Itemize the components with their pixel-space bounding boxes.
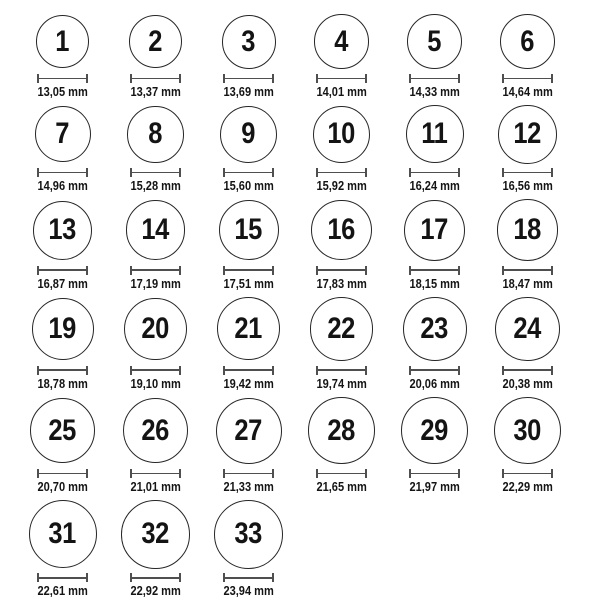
dimension-tick-right-icon [86, 168, 88, 177]
diameter-dimension-line [316, 168, 367, 177]
ring-size-row [16, 13, 600, 99]
dimension-bar [37, 577, 88, 579]
ring-circle [407, 14, 462, 69]
ring-circle [214, 500, 283, 569]
dimension-tick-right-icon [272, 168, 274, 177]
dimension-bar [502, 172, 553, 174]
ring-circle [314, 14, 369, 69]
ring-size-cell [295, 396, 388, 494]
ring-size-cell [295, 296, 388, 391]
dimension-bar [502, 78, 553, 80]
ring-size-number: 16 [327, 213, 356, 247]
ring-circle-area [313, 104, 371, 164]
diameter-dimension-line [130, 168, 181, 177]
diameter-dimension-line [409, 469, 460, 478]
diameter-dimension-line [37, 266, 88, 275]
diameter-label: 19,10 mm [130, 375, 181, 391]
diameter-dimension-line [223, 74, 274, 83]
diameter-dimension-line [409, 168, 460, 177]
ring-size-number: 21 [234, 311, 263, 345]
ring-size-row [16, 296, 600, 391]
diameter-dimension-line [37, 168, 88, 177]
ring-circle-area [127, 104, 184, 164]
ring-circle [217, 297, 280, 360]
dimension-bar [37, 269, 88, 271]
dimension-bar [37, 473, 88, 475]
diameter-dimension-line [223, 573, 274, 582]
dimension-bar [130, 577, 181, 579]
dimension-bar [409, 369, 460, 371]
diameter-label: 19,42 mm [223, 375, 274, 391]
ring-circle-area [33, 199, 92, 262]
diameter-label: 22,61 mm [37, 583, 88, 599]
ring-size-cell [16, 13, 109, 99]
dimension-bar [223, 369, 274, 371]
ring-size-cell [295, 199, 388, 291]
ring-circle-area [217, 296, 280, 362]
ring-size-row [16, 199, 600, 291]
diameter-label: 16,24 mm [409, 178, 460, 194]
ring-size-number: 27 [234, 413, 263, 447]
dimension-bar [409, 269, 460, 271]
ring-size-number: 31 [48, 517, 77, 551]
ring-circle-area [32, 296, 94, 362]
ring-size-cell [109, 104, 202, 193]
dimension-bar [37, 78, 88, 80]
ring-size-number: 15 [234, 213, 263, 247]
dimension-tick-right-icon [179, 573, 181, 582]
ring-circle-area [308, 396, 375, 465]
diameter-label: 14,64 mm [502, 84, 553, 99]
ring-size-number: 17 [420, 213, 449, 247]
dimension-tick-right-icon [272, 469, 274, 478]
ring-size-cell [109, 396, 202, 494]
diameter-dimension-line [130, 366, 181, 375]
ring-size-number: 4 [334, 24, 349, 58]
diameter-dimension-line [502, 168, 553, 177]
dimension-bar [130, 172, 181, 174]
diameter-dimension-line [37, 74, 88, 83]
diameter-label: 15,28 mm [130, 178, 181, 194]
ring-size-cell [388, 199, 481, 291]
diameter-label: 17,19 mm [130, 275, 181, 291]
ring-size-cell [16, 199, 109, 291]
ring-size-number: 9 [241, 117, 256, 151]
ring-circle-area [401, 396, 468, 465]
diameter-dimension-line [37, 366, 88, 375]
ring-size-cell [388, 104, 481, 193]
ring-circle-area [124, 296, 187, 362]
ring-size-cell [388, 296, 481, 391]
diameter-label: 23,94 mm [223, 583, 274, 599]
ring-circle [494, 397, 562, 465]
ring-circle-area [497, 199, 559, 262]
dimension-bar [130, 369, 181, 371]
ring-circle [403, 297, 467, 361]
dimension-tick-right-icon [551, 366, 553, 375]
diameter-label: 13,05 mm [37, 84, 88, 99]
ring-size-number: 3 [241, 24, 256, 58]
ring-circle-area [126, 199, 186, 262]
dimension-tick-right-icon [458, 366, 460, 375]
ring-size-cell [481, 13, 574, 99]
dimension-bar [502, 369, 553, 371]
ring-size-number: 14 [141, 213, 170, 247]
dimension-tick-right-icon [551, 168, 553, 177]
ring-circle-area [121, 499, 190, 569]
ring-circle [220, 106, 277, 163]
ring-circle [32, 298, 94, 360]
ring-size-number: 8 [148, 117, 163, 151]
ring-size-cell [109, 199, 202, 291]
diameter-label: 14,33 mm [409, 84, 460, 99]
dimension-tick-right-icon [179, 469, 181, 478]
diameter-dimension-line [130, 74, 181, 83]
ring-size-cell [388, 396, 481, 494]
diameter-dimension-line [316, 266, 367, 275]
ring-size-number: 2 [148, 24, 163, 58]
diameter-label: 16,56 mm [502, 178, 553, 194]
diameter-label: 18,47 mm [502, 275, 553, 291]
diameter-label: 22,29 mm [502, 479, 553, 495]
diameter-label: 15,60 mm [223, 178, 274, 194]
ring-size-number: 28 [327, 413, 356, 447]
ring-circle [222, 15, 276, 69]
ring-circle-area [404, 199, 465, 262]
ring-size-cell [481, 396, 574, 494]
ring-size-cell [202, 13, 295, 99]
ring-circle [127, 106, 184, 163]
diameter-dimension-line [316, 469, 367, 478]
dimension-tick-right-icon [86, 366, 88, 375]
dimension-tick-right-icon [179, 366, 181, 375]
dimension-bar [409, 473, 460, 475]
diameter-dimension-line [37, 469, 88, 478]
dimension-tick-right-icon [179, 74, 181, 83]
dimension-tick-right-icon [272, 573, 274, 582]
dimension-bar [316, 78, 367, 80]
dimension-bar [409, 78, 460, 80]
ring-size-cell [16, 296, 109, 391]
ring-circle-area [216, 396, 282, 465]
ring-circle-area [30, 396, 95, 465]
dimension-tick-right-icon [272, 266, 274, 275]
ring-size-cell [202, 396, 295, 494]
dimension-bar [502, 473, 553, 475]
dimension-bar [409, 172, 460, 174]
dimension-tick-right-icon [458, 469, 460, 478]
diameter-label: 13,69 mm [223, 84, 274, 99]
dimension-bar [316, 473, 367, 475]
diameter-label: 18,78 mm [37, 375, 88, 391]
dimension-bar [130, 78, 181, 80]
diameter-label: 20,70 mm [37, 479, 88, 495]
ring-size-number: 5 [427, 24, 442, 58]
ring-circle [401, 397, 468, 464]
ring-circle [36, 15, 89, 68]
diameter-label: 18,15 mm [409, 275, 460, 291]
ring-circle-area [494, 396, 562, 465]
ring-circle-area [129, 13, 183, 70]
dimension-bar [223, 473, 274, 475]
ring-circle [121, 500, 190, 569]
dimension-tick-right-icon [365, 366, 367, 375]
ring-size-cell [109, 13, 202, 99]
diameter-label: 21,01 mm [130, 479, 181, 495]
diameter-label: 14,96 mm [37, 178, 88, 194]
ring-size-number: 29 [420, 413, 449, 447]
ring-circle [216, 398, 282, 464]
ring-circle [310, 297, 374, 361]
ring-circle-area [220, 104, 277, 164]
ring-size-cell [481, 199, 574, 291]
dimension-bar [130, 473, 181, 475]
diameter-label: 21,97 mm [409, 479, 460, 495]
ring-size-cell [481, 104, 574, 193]
dimension-tick-right-icon [365, 74, 367, 83]
ring-circle-area [36, 13, 89, 70]
diameter-dimension-line [37, 573, 88, 582]
ring-circle-area [314, 13, 369, 70]
diameter-dimension-line [409, 366, 460, 375]
dimension-tick-right-icon [86, 266, 88, 275]
ring-size-number: 12 [513, 117, 542, 151]
ring-size-number: 13 [48, 213, 77, 247]
ring-size-number: 22 [327, 311, 356, 345]
ring-size-cell [109, 499, 202, 598]
ring-circle [30, 398, 95, 463]
diameter-label: 16,87 mm [37, 275, 88, 291]
dimension-tick-right-icon [272, 74, 274, 83]
ring-circle-area [35, 104, 91, 164]
ring-circle [500, 14, 556, 70]
diameter-dimension-line [223, 469, 274, 478]
ring-circle [308, 397, 375, 464]
ring-circle [35, 106, 91, 162]
ring-circle [29, 500, 97, 568]
ring-circle [404, 200, 465, 261]
ring-circle-area [500, 13, 556, 70]
ring-circle-area [222, 13, 276, 70]
ring-size-number: 25 [48, 413, 77, 447]
diameter-dimension-line [130, 573, 181, 582]
ring-circle-area [406, 104, 464, 164]
ring-size-number: 18 [513, 213, 542, 247]
ring-size-number: 10 [327, 117, 356, 151]
ring-size-cell [202, 104, 295, 193]
ring-size-number: 1 [55, 24, 70, 58]
diameter-dimension-line [316, 74, 367, 83]
diameter-dimension-line [502, 74, 553, 83]
diameter-label: 17,51 mm [223, 275, 274, 291]
ring-size-cell [202, 499, 295, 598]
diameter-dimension-line [409, 74, 460, 83]
ring-size-number: 23 [420, 311, 449, 345]
ring-size-number: 19 [48, 311, 77, 345]
dimension-bar [37, 172, 88, 174]
ring-size-number: 30 [513, 413, 542, 447]
ring-circle-area [29, 499, 97, 569]
diameter-label: 19,74 mm [316, 375, 367, 391]
dimension-tick-right-icon [86, 469, 88, 478]
dimension-tick-right-icon [272, 366, 274, 375]
diameter-dimension-line [223, 366, 274, 375]
ring-size-number: 7 [55, 117, 70, 151]
dimension-bar [316, 369, 367, 371]
diameter-dimension-line [223, 168, 274, 177]
diameter-dimension-line [130, 266, 181, 275]
ring-circle-area [498, 104, 557, 164]
ring-size-cell [388, 13, 481, 99]
ring-size-cell [295, 104, 388, 193]
dimension-bar [37, 369, 88, 371]
ring-circle [311, 200, 372, 261]
dimension-bar [223, 78, 274, 80]
ring-circle [498, 105, 557, 164]
ring-circle-area [123, 396, 189, 465]
ring-size-row [16, 499, 600, 598]
diameter-dimension-line [223, 266, 274, 275]
ring-size-number: 33 [234, 517, 263, 551]
ring-size-cell [16, 499, 109, 598]
ring-circle [126, 200, 186, 260]
ring-size-row [16, 104, 600, 193]
diameter-dimension-line [502, 266, 553, 275]
dimension-tick-right-icon [86, 74, 88, 83]
ring-size-cell [16, 396, 109, 494]
ring-circle-area [310, 296, 374, 362]
diameter-label: 15,92 mm [316, 178, 367, 194]
diameter-label: 21,33 mm [223, 479, 274, 495]
dimension-tick-right-icon [458, 266, 460, 275]
dimension-tick-right-icon [551, 74, 553, 83]
ring-circle [129, 15, 183, 69]
dimension-tick-right-icon [86, 573, 88, 582]
diameter-label: 20,38 mm [502, 375, 553, 391]
diameter-label: 20,06 mm [409, 375, 460, 391]
dimension-bar [502, 269, 553, 271]
dimension-bar [223, 172, 274, 174]
ring-circle-area [311, 199, 372, 262]
dimension-tick-right-icon [551, 266, 553, 275]
dimension-bar [316, 269, 367, 271]
ring-circle [313, 106, 371, 164]
ring-size-number: 6 [520, 24, 535, 58]
ring-size-number: 32 [141, 517, 170, 551]
ring-circle [497, 199, 559, 261]
ring-size-cell [16, 104, 109, 193]
ring-size-cell [295, 13, 388, 99]
dimension-bar [130, 269, 181, 271]
dimension-tick-right-icon [458, 168, 460, 177]
dimension-tick-right-icon [365, 266, 367, 275]
dimension-tick-right-icon [179, 266, 181, 275]
ring-circle [33, 201, 92, 260]
ring-circle [123, 398, 189, 464]
ring-size-number: 26 [141, 413, 170, 447]
dimension-bar [223, 577, 274, 579]
dimension-tick-right-icon [365, 168, 367, 177]
diameter-dimension-line [409, 266, 460, 275]
ring-size-cell [109, 296, 202, 391]
ring-circle [495, 297, 560, 362]
ring-circle [406, 105, 464, 163]
ring-circle-area [407, 13, 462, 70]
ring-size-number: 11 [421, 117, 448, 151]
dimension-tick-right-icon [551, 469, 553, 478]
dimension-tick-right-icon [365, 469, 367, 478]
diameter-dimension-line [316, 366, 367, 375]
ring-size-row [16, 396, 600, 494]
dimension-bar [316, 172, 367, 174]
dimension-tick-right-icon [458, 74, 460, 83]
ring-size-number: 20 [141, 311, 170, 345]
diameter-label: 17,83 mm [316, 275, 367, 291]
diameter-dimension-line [502, 469, 553, 478]
dimension-tick-right-icon [179, 168, 181, 177]
ring-circle-area [214, 499, 283, 569]
ring-size-number: 24 [513, 311, 542, 345]
ring-circle-area [403, 296, 467, 362]
diameter-dimension-line [502, 366, 553, 375]
ring-size-cell [202, 199, 295, 291]
ring-circle [219, 200, 279, 260]
ring-circle [124, 298, 187, 361]
diameter-dimension-line [130, 469, 181, 478]
ring-circle-area [495, 296, 560, 362]
ring-size-cell [202, 296, 295, 391]
ring-circle-area [219, 199, 279, 262]
diameter-label: 21,65 mm [316, 479, 367, 495]
diameter-label: 14,01 mm [316, 84, 367, 99]
diameter-label: 13,37 mm [130, 84, 181, 99]
ring-size-cell [481, 296, 574, 391]
diameter-label: 22,92 mm [130, 583, 181, 599]
dimension-bar [223, 269, 274, 271]
